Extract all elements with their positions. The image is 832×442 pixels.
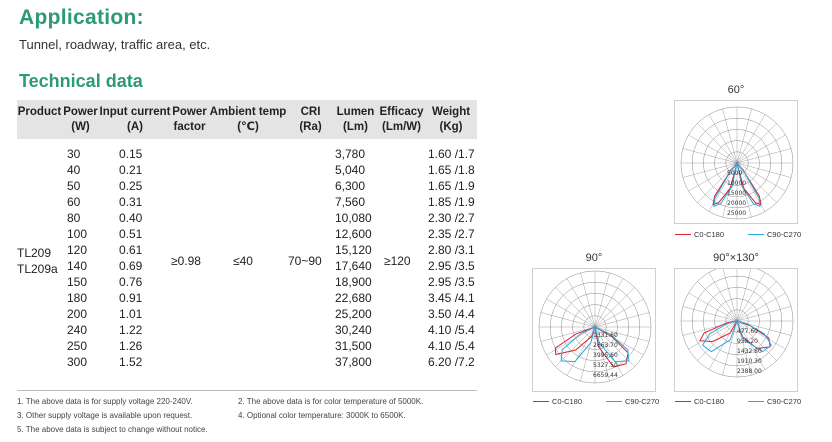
lumen-cell: 6,300 [335,179,366,193]
diagram-90-title: 90° [585,252,603,264]
diagram-60-legend-c0: C0-C180 [675,230,724,239]
current-cell: 0.25 [119,179,143,193]
polar-diagram-90 [532,268,656,392]
lumen-cell: 12,600 [335,227,372,241]
power-cell: 180 [67,291,88,305]
diagram-90-legend-c90: C90-C270 [606,397,659,406]
note-3: 3. Other supply voltage is available upon request. [17,411,193,420]
intensity-label: 20000 [727,200,747,207]
weight-cell: 2.95 /3.5 [428,275,475,289]
application-title: Application: [19,6,144,29]
grid-radial-line [689,321,738,349]
power-cell: 140 [67,259,88,273]
current-cell: 0.21 [119,163,143,177]
weight-cell: 2.35 /2.7 [428,227,475,241]
power-cell: 150 [67,275,88,289]
polar-chart-svg [533,269,657,393]
intensity-label: 10000 [727,180,747,187]
grid-radial-line [581,273,596,327]
weight-cell: 3.45 /4.1 [428,291,475,305]
power-cell: 60 [67,195,81,209]
grid-radial-line [737,163,791,178]
note-4: 4. Optional color temperature: 3000K to 6500K. [238,411,406,420]
grid-radial-line [709,273,737,322]
grid-radial-line [737,123,777,163]
grid-radial-line [683,149,737,164]
grid-radial-line [737,281,777,321]
header-ambient-temp: Ambient temp (℃) [208,100,288,139]
diagram-90x130-legend-c90: C90-C270 [748,397,801,406]
lumen-cell: 5,040 [335,163,366,177]
power-cell: 120 [67,243,88,257]
grid-radial-line [595,287,635,327]
header-cri: CRI (Ra) [288,100,333,139]
lumen-cell: 17,640 [335,259,372,273]
weight-cell: 1.65 /1.9 [428,179,475,193]
technical-data-title: Technical data [19,71,143,91]
intensity-label: 15000 [727,190,747,197]
grid-radial-line [547,299,596,327]
diagram-90-legend-c0: C0-C180 [533,397,582,406]
header-product: Product [17,100,62,139]
diagram-90x130-legend-c0: C0-C180 [675,397,724,406]
lumen-cell: 10,080 [335,211,372,225]
power-cell: 240 [67,323,88,337]
grid-radial-line [567,279,595,328]
weight-cell: 4.10 /5.4 [428,339,475,353]
lumen-cell: 3,780 [335,147,366,161]
grid-radial-line [737,115,765,164]
current-cell: 0.91 [119,291,143,305]
power-cell: 200 [67,307,88,321]
grid-radial-line [737,149,791,164]
weight-cell: 1.85 /1.9 [428,195,475,209]
intensity-label: 6659.44 [593,372,618,379]
current-cell: 0.69 [119,259,143,273]
intensity-label: 1910.30 [737,358,762,365]
grid-radial-line [595,299,644,327]
weight-cell: 1.60 /1.7 [428,147,475,161]
efficacy-cell: ≥120 [384,253,411,268]
cri-cell: 70~90 [288,253,322,268]
grid-radial-line [709,115,737,164]
grid-radial-line [555,287,595,327]
intensity-label: 5000 [727,170,743,177]
current-cell: 0.15 [119,147,143,161]
current-cell: 0.51 [119,227,143,241]
grid-radial-line [723,321,738,375]
intensity-label: 2663.70 [593,342,618,349]
power-cell: 40 [67,163,81,177]
application-text: Tunnel, roadway, traffic area, etc. [19,37,211,52]
current-cell: 0.61 [119,243,143,257]
power-cell: 30 [67,147,81,161]
grid-radial-line [683,307,737,322]
grid-radial-line [595,279,623,328]
current-cell: 1.26 [119,339,143,353]
weight-cell: 4.10 /5.4 [428,323,475,337]
intensity-label: 2388.00 [737,368,762,375]
lumen-cell: 7,560 [335,195,366,209]
ambient-temp-cell: ≤40 [233,253,253,268]
weight-cell: 1.65 /1.8 [428,163,475,177]
intensity-label: 25000 [727,210,747,217]
grid-radial-line [595,313,649,328]
note-2: 2. The above data is for color temperature of 5000K. [238,397,424,406]
current-cell: 0.40 [119,211,143,225]
weight-cell: 2.30 /2.7 [428,211,475,225]
diagram-90x130-title: 90°×130° [713,252,759,264]
current-cell: 1.01 [119,307,143,321]
intensity-label: 477.60 [737,328,758,335]
weight-cell: 2.80 /3.1 [428,243,475,257]
header-input-current: Input current (A) [99,100,171,139]
note-1: 1. The above data is for supply voltage 220-240V. [17,397,193,406]
power-cell: 300 [67,355,88,369]
grid-radial-line [595,273,610,327]
product-name-1: TL209 [17,245,52,260]
header-power-factor: Power factor [171,100,208,139]
note-5: 5. The above data is subject to change without notice. [17,425,208,434]
grid-radial-line [737,135,786,163]
current-cell: 1.52 [119,355,143,369]
power-factor-cell: ≥0.98 [171,253,201,268]
grid-radial-line [737,109,752,163]
lumen-cell: 30,240 [335,323,372,337]
grid-radial-line [689,293,738,321]
power-cell: 250 [67,339,88,353]
lumen-cell: 25,200 [335,307,372,321]
weight-cell: 6.20 /7.2 [428,355,475,369]
table-row [17,139,477,162]
weight-cell: 3.50 /4.4 [428,307,475,321]
diagram-60-title: 60° [727,84,745,96]
product-name-2: TL209a [17,261,58,276]
grid-radial-line [737,293,786,321]
grid-radial-line [541,313,595,328]
lumen-cell: 37,800 [335,355,372,369]
product-cell [17,139,62,375]
polar-diagram-90x130 [674,268,798,392]
header-power: Power (W) [62,100,99,139]
polar-diagram-60 [674,100,798,224]
current-cell: 0.76 [119,275,143,289]
lumen-cell: 18,900 [335,275,372,289]
polar-chart-svg [675,269,799,393]
intensity-label: 1331.80 [593,332,618,339]
grid-radial-line [689,135,738,163]
grid-radial-line [737,307,791,322]
power-cell: 50 [67,179,81,193]
intensity-label: 1432.80 [737,348,762,355]
header-efficacy: Efficacy (Lm/W) [378,100,425,139]
intensity-label: 3995.60 [593,352,618,359]
grid-radial-line [723,109,738,163]
lumen-cell: 15,120 [335,243,372,257]
polar-chart-svg [675,101,799,225]
grid-radial-line [697,281,737,321]
power-cell: 80 [67,211,81,225]
power-cell: 100 [67,227,88,241]
header-lumen: Lumen (Lm) [333,100,378,139]
grid-radial-line [697,123,737,163]
grid-radial-line [737,273,765,322]
table-header-row [17,100,477,139]
technical-data-table [17,100,477,375]
weight-cell: 2.95 /3.5 [428,259,475,273]
lumen-cell: 31,500 [335,339,372,353]
intensity-label: 5327.50 [593,362,618,369]
current-cell: 1.22 [119,323,143,337]
diagram-60-legend-c90: C90-C270 [748,230,801,239]
table-bottom-rule [17,390,477,391]
header-weight: Weight (Kg) [425,100,477,139]
lumen-cell: 22,680 [335,291,372,305]
current-cell: 0.31 [119,195,143,209]
intensity-label: 955.20 [737,338,758,345]
